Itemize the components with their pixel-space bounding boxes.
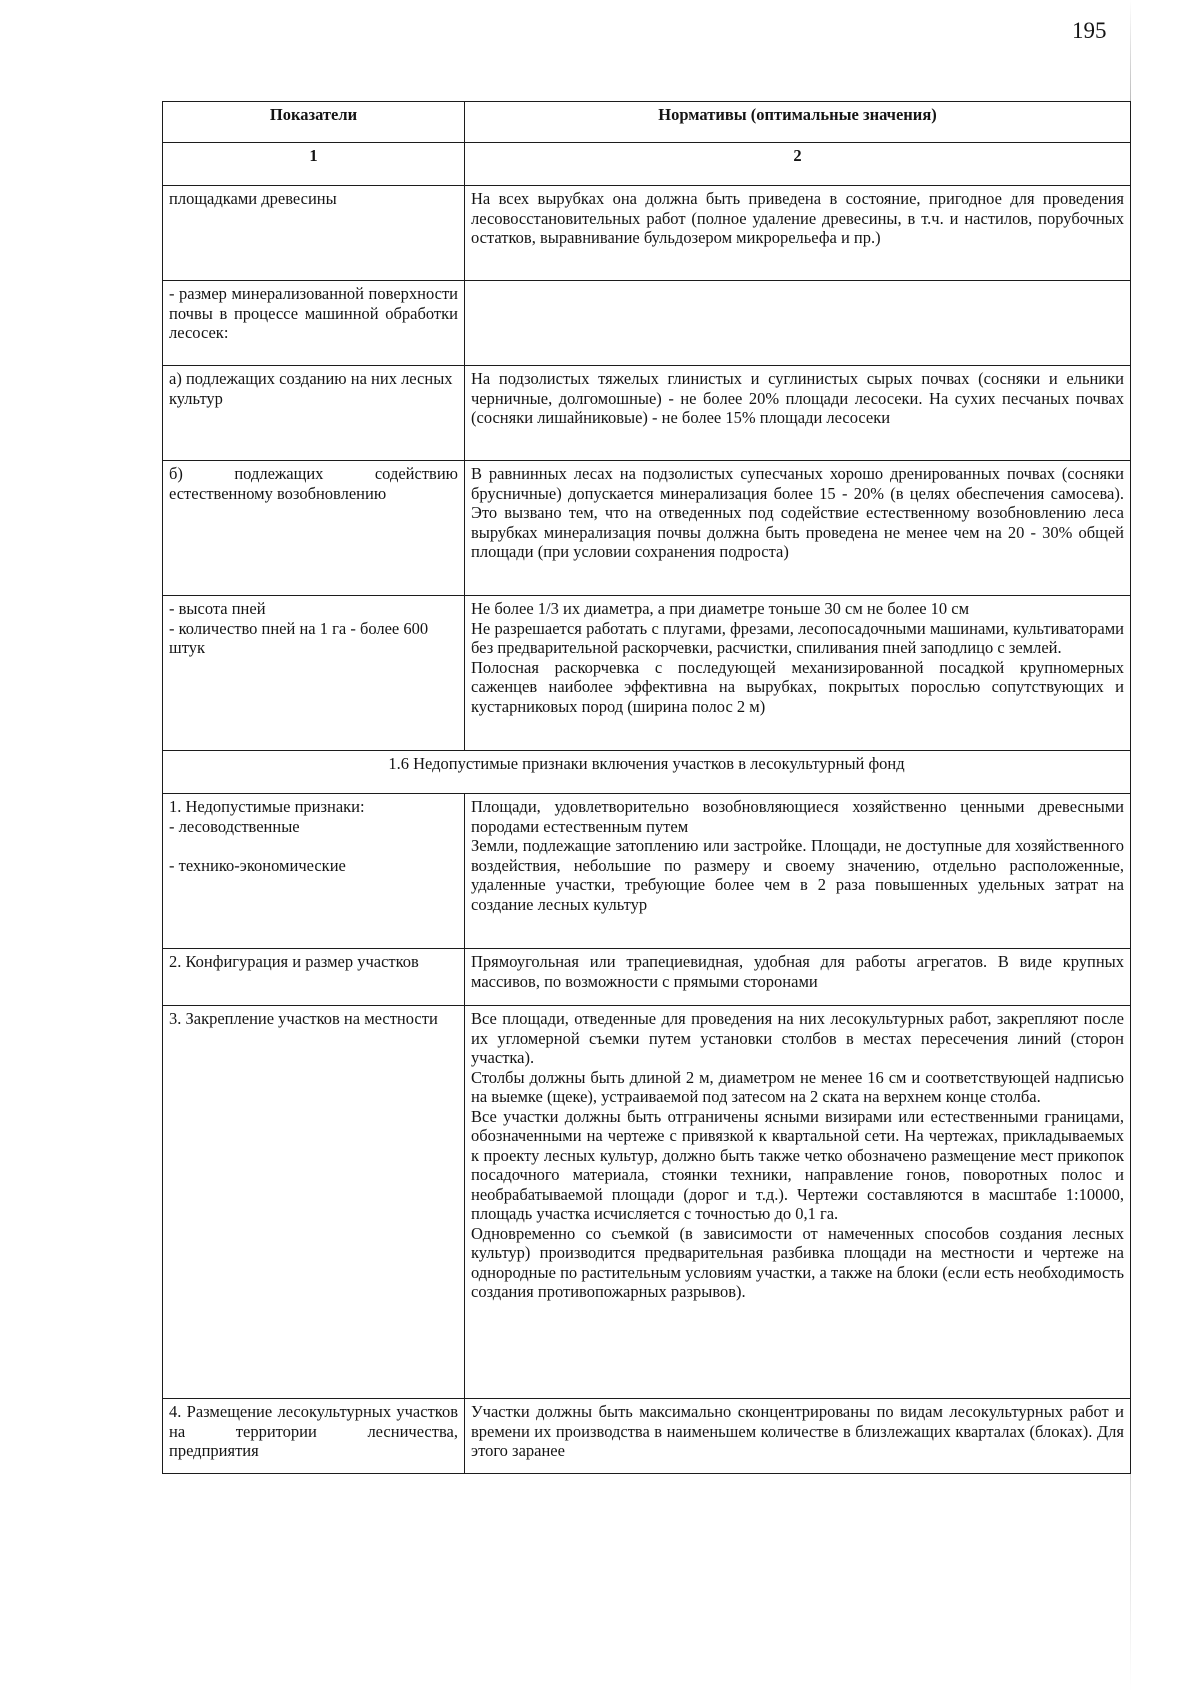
indicator-text: 4. Размещение лесокультурных участков на территории лесничества, предприятия <box>169 1402 458 1460</box>
norm-text: Все участки должны быть отграничены ясными визирами или естественными границами, обозначенными на чертеже с привязкой к квартальной сети. На чертежах, прикладываемых к проекту лесных культур, должно быть также четко обозначено размещение мест прикопок посадочного материала, стоянки техники, направление гонов, поворотных полос и необрабатываемой площади (дорог и т.д.). Чертежи составляются в масштабе 1:10000, площадь участка исчисляется с точностью до 0,1 га. <box>471 1106 1124 1223</box>
indicator-text: - размер минерализованной поверхности почвы в процессе машинной обработки лесосек: <box>169 284 458 342</box>
row-indicator <box>163 281 465 366</box>
table-row <box>163 1399 1131 1474</box>
norm-text: Одновременно со съемкой (в зависимости от намеченных способов создания лесных культур) производится предварительная разбивка площади на местности и чертеже на однородные по растительным условиям участки, а также на блоки (если есть необходимость создания противопожарных разрывов). <box>471 1223 1124 1301</box>
indicator-text: - высота пней <box>169 599 266 618</box>
indicator-text: - лесоводственные <box>169 816 300 836</box>
table-row <box>163 1006 1131 1399</box>
table-row <box>163 461 1131 596</box>
norm-text: Все площади, отведенные для проведения на них лесокультурных работ, закрепляют после их угломерной съемки путем установки столбов в местах пересечения линий (сторон участка). <box>471 1009 1124 1067</box>
indicator-spacer <box>169 836 458 856</box>
indicator-text: - количество пней на 1 га - более 600 штук <box>169 618 429 657</box>
norm-text: Площади, удовлетворительно возобновляющиеся хозяйственно ценными древесными породами естественным путем <box>471 797 1124 836</box>
column-number-2: 2 <box>465 143 1131 186</box>
row-norm <box>465 1399 1131 1474</box>
row-norm <box>465 596 1131 751</box>
table-row <box>163 794 1131 949</box>
row-norm <box>465 186 1131 281</box>
table-row <box>163 186 1131 281</box>
indicator-text: 2. Конфигурация и размер участков <box>169 952 419 971</box>
table-row <box>163 596 1131 751</box>
norm-text: Земли, подлежащие затоплению или застройке. Площади, не доступные для хозяйственного воздействия, небольшие по размеру и своему значению, отдельно расположенные, удаленные участки, требующие более чем в 2 раза повышенных удельных затрат на создание лесных культур <box>471 836 1124 914</box>
table-row <box>163 281 1131 366</box>
indicator-text: - технико-экономические <box>169 855 346 875</box>
row-norm <box>465 461 1131 596</box>
row-norm-empty <box>465 281 1131 366</box>
row-indicator <box>163 1006 465 1399</box>
column-number-row <box>163 143 1131 186</box>
indicator-text: площадками древесины <box>169 189 337 208</box>
row-indicator <box>163 1399 465 1474</box>
row-indicator <box>163 186 465 281</box>
norms-table <box>162 101 1131 1474</box>
table-row <box>163 949 1131 1006</box>
row-indicator <box>163 949 465 1006</box>
section-title-row <box>163 751 1131 794</box>
indicator-text: 1. Недопустимые признаки: <box>169 797 365 816</box>
header-indicators: Показатели <box>163 102 465 143</box>
row-indicator <box>163 366 465 461</box>
header-norms: Нормативы (оптимальные значения) <box>465 102 1131 143</box>
norm-text: Полосная раскорчевка с последующей механизированной посадкой крупномерных саженцев наиболее эффективна на вырубках, покрытых порослью сопутствующих и кустарниковых пород (ширина полос 2 м) <box>471 657 1124 716</box>
row-norm <box>465 366 1131 461</box>
norm-text: Не разрешается работать с плугами, фрезами, лесопосадочными машинами, культиваторами без предварительной раскорчевки, расчистки, спиливания пней заподлицо с землей. <box>471 618 1124 657</box>
norm-text: Участки должны быть максимально сконцентрированы по видам лесокультурных работ и времени их производства в наименьшем количестве в близлежащих кварталах (блоках). Для этого заранее <box>471 1402 1124 1460</box>
table-row <box>163 366 1131 461</box>
norm-text: На подзолистых тяжелых глинистых и суглинистых сырых почвах (сосняки и ельники черничные, долгомошные) - не более 20% площади лесосеки. На сухих песчаных почвах (сосняки лишайниковые) - не более 15% площади лесосеки <box>471 369 1124 427</box>
row-indicator <box>163 596 465 751</box>
row-norm <box>465 949 1131 1006</box>
page-number: 195 <box>1072 18 1107 43</box>
norm-text: На всех вырубках она должна быть приведена в состояние, пригодное для проведения лесовосстановительных работ (полное удаление древесины, в т.ч. и настилов, порубочных остатков, выравнивание бульдозером микрорельефа и пр.) <box>471 189 1124 247</box>
indicator-text: а) подлежащих созданию на них лесных культур <box>169 369 453 408</box>
section-title: 1.6 Недопустимые признаки включения участков в лесокультурный фонд <box>163 751 1131 794</box>
column-number-1: 1 <box>163 143 465 186</box>
table-header-row <box>163 102 1131 143</box>
row-indicator <box>163 794 465 949</box>
row-indicator <box>163 461 465 596</box>
norm-text: В равнинных лесах на подзолистых супесчаных хорошо дренированных почвах (сосняки брусничные) допускается минерализация более 15 - 20% (в целях обеспечения самосева). Это вызвано тем, что на отведенных под содействие естественному возобновлению леса вырубках минерализация почвы должна быть проведена не менее чем на 20 - 30% общей площади (при условии сохранения подроста) <box>471 464 1124 561</box>
norm-text: Прямоугольная или трапециевидная, удобная для работы агрегатов. В виде крупных массивов, по возможности с прямыми сторонами <box>471 952 1124 991</box>
indicator-text: б) подлежащих содействию естественному возобновлению <box>169 464 458 503</box>
row-norm <box>465 794 1131 949</box>
row-norm <box>465 1006 1131 1399</box>
indicator-text: 3. Закрепление участков на местности <box>169 1009 438 1028</box>
norm-text: Не более 1/3 их диаметра, а при диаметре тоньше 30 см не более 10 см <box>471 599 970 618</box>
norm-text: Столбы должны быть длиной 2 м, диаметром не менее 16 см и соответствующей надписью на выемке (щеке), устраиваемой под затесом на 2 ската на верхнем конце столба. <box>471 1067 1124 1106</box>
